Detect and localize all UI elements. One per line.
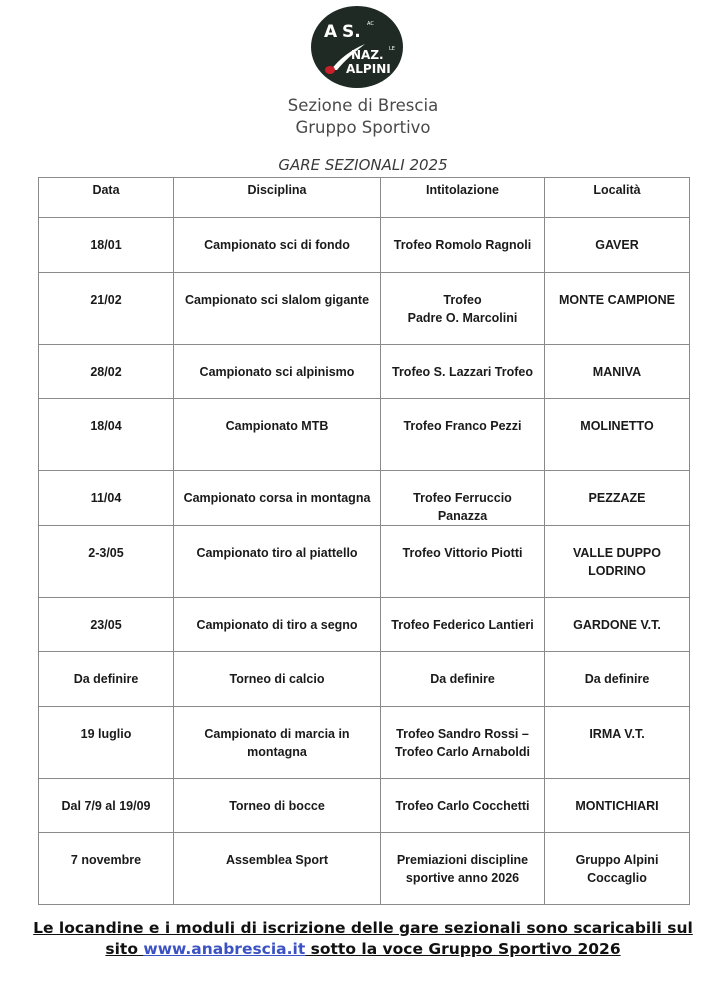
cell-title-line: Trofeo Carlo Cocchetti <box>395 799 530 813</box>
cell-title-line: Padre O. Marcolini <box>407 311 518 325</box>
cell-title-line: Panazza <box>437 509 488 523</box>
cell-title <box>381 345 545 399</box>
cell-date <box>39 779 174 833</box>
cell-location <box>545 526 690 598</box>
cell-location <box>545 218 690 273</box>
table-row <box>39 345 690 399</box>
cell-location-line: MONTICHIARI <box>575 799 659 813</box>
website-link[interactable]: www.anabrescia.it <box>143 940 306 958</box>
cell-location-line: LODRINO <box>588 564 646 578</box>
cell-discipline <box>174 707 381 779</box>
cell-date <box>39 652 174 707</box>
cell-discipline <box>174 471 381 526</box>
cell-discipline <box>174 652 381 707</box>
logo-small-ac: AC <box>367 21 374 27</box>
cell-discipline-line: Campionato di tiro a segno <box>196 618 358 632</box>
cell-location <box>545 779 690 833</box>
cell-title <box>381 833 545 905</box>
cell-location <box>545 652 690 707</box>
table-row <box>39 218 690 273</box>
footer-note <box>0 918 726 960</box>
cell-date <box>39 526 174 598</box>
pompon-icon <box>325 66 335 74</box>
cell-discipline <box>174 833 381 905</box>
cell-discipline <box>174 399 381 471</box>
cell-location-line: GARDONE V.T. <box>573 618 661 632</box>
cell-title <box>381 273 545 345</box>
section-name: Sezione di Brescia <box>287 96 439 115</box>
cell-discipline-line: Campionato sci alpinismo <box>199 365 355 379</box>
cell-location-line: MANIVA <box>592 365 642 379</box>
cell-discipline-line: Torneo di calcio <box>229 672 325 686</box>
cell-date-line: 2-3/05 <box>88 546 124 560</box>
cell-date-line: 11/04 <box>90 491 122 505</box>
header-disciplina: Disciplina <box>174 178 381 218</box>
logo-naz: NAZ. <box>351 48 384 62</box>
cell-title-line: Trofeo Ferruccio <box>413 491 512 505</box>
cell-location <box>545 345 690 399</box>
cell-discipline-line: Campionato tiro al piattello <box>196 546 358 560</box>
cell-title <box>381 526 545 598</box>
cell-title <box>381 399 545 471</box>
cell-date <box>39 273 174 345</box>
cell-discipline-line: Campionato sci slalom gigante <box>184 293 370 307</box>
cell-title <box>381 707 545 779</box>
cell-location-line: IRMA V.T. <box>589 727 645 741</box>
cell-location-line: MONTE CAMPIONE <box>559 293 675 307</box>
logo-small-le: LE <box>389 46 395 52</box>
cell-location <box>545 707 690 779</box>
ana-logo <box>309 4 405 90</box>
footer-line-2-start: sito <box>105 940 144 958</box>
cell-title <box>381 652 545 707</box>
cell-title-line: Trofeo Carlo Arnaboldi <box>395 745 530 759</box>
cell-discipline <box>174 273 381 345</box>
cell-date <box>39 399 174 471</box>
cell-discipline <box>174 218 381 273</box>
cell-location-line: MOLINETTO <box>580 419 654 433</box>
cell-date-line: Da definire <box>73 672 139 686</box>
cell-location <box>545 273 690 345</box>
cell-discipline-line: Campionato di marcia in <box>204 727 350 741</box>
table-row <box>39 707 690 779</box>
cell-location-line: PEZZAZE <box>588 491 646 505</box>
cell-discipline <box>174 598 381 652</box>
cell-title-line: Trofeo Vittorio Piotti <box>402 546 523 560</box>
cell-discipline <box>174 526 381 598</box>
header-data: Data <box>39 178 174 218</box>
cell-location-line: Coccaglio <box>587 871 647 885</box>
logo-letter-a: A <box>324 22 338 42</box>
cell-date <box>39 833 174 905</box>
footer-line-2-end: sotto la voce Gruppo Sportivo 2026 <box>305 940 621 958</box>
table-row <box>39 471 690 526</box>
cell-title-line: Trofeo Romolo Ragnoli <box>393 238 532 252</box>
cell-title <box>381 779 545 833</box>
cell-title-line: sportive anno 2026 <box>405 871 520 885</box>
cell-title <box>381 598 545 652</box>
table-row <box>39 526 690 598</box>
cell-title-line: Trofeo <box>443 293 482 307</box>
cell-date <box>39 218 174 273</box>
cell-discipline-line: Torneo di bocce <box>229 799 325 813</box>
cell-title-line: Premiazioni discipline <box>396 853 529 867</box>
cell-discipline-line: montagna <box>247 745 307 759</box>
cell-location <box>545 833 690 905</box>
cell-date-line: 18/01 <box>90 238 122 252</box>
cell-date-line: 23/05 <box>90 618 122 632</box>
cell-date-line: 21/02 <box>90 293 122 307</box>
cell-location-line: Gruppo Alpini <box>575 853 659 867</box>
table-row <box>39 273 690 345</box>
table-row <box>39 652 690 707</box>
table-row <box>39 399 690 471</box>
cell-title-line: Da definire <box>430 672 495 686</box>
cell-date-line: Dal 7/9 al 19/09 <box>61 799 151 813</box>
cell-title-line: Trofeo S. Lazzari Trofeo <box>392 365 533 379</box>
cell-location-line: GAVER <box>595 238 639 252</box>
table-row <box>39 833 690 905</box>
events-table <box>38 177 690 905</box>
logo-alpini: ALPINI <box>346 62 391 76</box>
cell-discipline-line: Campionato sci di fondo <box>204 238 350 252</box>
cell-title-line: Trofeo Sandro Rossi – <box>396 727 529 741</box>
cell-title-line: Trofeo Federico Lantieri <box>391 618 534 632</box>
cell-discipline-line: Campionato corsa in montagna <box>183 491 371 505</box>
cell-discipline <box>174 345 381 399</box>
cell-location <box>545 471 690 526</box>
header-localita: Località <box>545 178 690 218</box>
table-header-row <box>39 178 690 218</box>
table-row <box>39 598 690 652</box>
cell-date <box>39 471 174 526</box>
logo-letters-s: S. <box>342 22 361 42</box>
cell-location-line: Da definire <box>584 672 650 686</box>
header-intitolazione: Intitolazione <box>381 178 545 218</box>
cell-date-line: 19 luglio <box>80 727 132 741</box>
cell-discipline <box>174 779 381 833</box>
table-row <box>39 779 690 833</box>
cell-date <box>39 707 174 779</box>
cell-location <box>545 598 690 652</box>
cell-discipline-line: Assemblea Sport <box>225 853 329 867</box>
cell-date <box>39 598 174 652</box>
cell-location-line: VALLE DUPPO <box>573 546 661 560</box>
cell-discipline-line: Campionato MTB <box>225 419 329 433</box>
cell-title-line: Trofeo Franco Pezzi <box>403 419 522 433</box>
cell-location <box>545 399 690 471</box>
cell-date-line: 18/04 <box>90 419 122 433</box>
cell-date-line: 7 novembre <box>70 853 142 867</box>
cell-title <box>381 471 545 526</box>
group-name: Gruppo Sportivo <box>295 118 431 137</box>
cell-title <box>381 218 545 273</box>
cell-date <box>39 345 174 399</box>
footer-line-1: Le locandine e i moduli di iscrizione delle gare sezionali sono scaricabili sul <box>33 919 693 937</box>
page-title: GARE SEZIONALI 2025 <box>278 156 448 174</box>
cell-date-line: 28/02 <box>90 365 122 379</box>
